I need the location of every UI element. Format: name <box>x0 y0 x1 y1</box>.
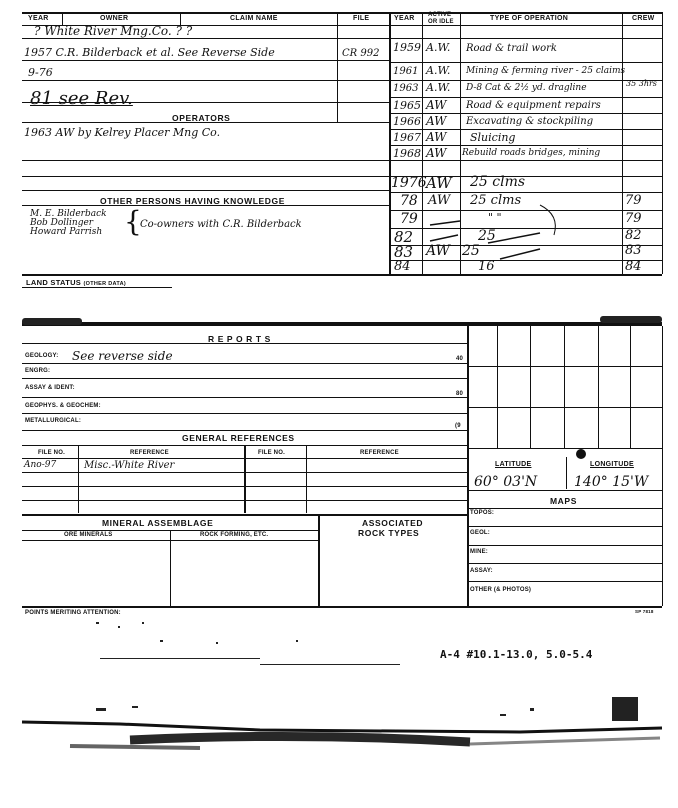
header-file: FILE <box>353 15 370 22</box>
top-border <box>22 12 662 14</box>
sep <box>306 445 307 513</box>
rule <box>22 80 389 81</box>
geology-label: GEOLOGY: <box>25 353 59 359</box>
sep <box>244 445 246 513</box>
op-type: 25 <box>478 228 496 244</box>
op-type: 25 clms <box>470 174 526 190</box>
reports-right-divider <box>467 326 469 606</box>
op-crew: 35 3hrs <box>626 79 657 88</box>
engrg-label: ENGRG: <box>25 368 51 374</box>
reports-top-border <box>22 322 662 326</box>
geology-num: 40 <box>456 356 464 362</box>
rule <box>389 160 662 161</box>
op-year: 82 <box>394 228 414 246</box>
latitude-value: 60° 03'N <box>474 474 538 490</box>
land-status-label <box>26 278 126 287</box>
rule <box>22 60 389 61</box>
metallurgical-label: METALLURGICAL: <box>25 418 82 424</box>
op-year: 1968 <box>393 147 421 160</box>
ref-header-reference-1: REFERENCE <box>130 450 169 456</box>
land-status-sub: (OTHER DATA) <box>83 281 126 287</box>
assay-num: 80 <box>456 391 464 397</box>
op-status: A.W. <box>426 64 451 77</box>
rock-types-label: ROCK TYPES <box>358 528 420 538</box>
assay-label: ASSAY & IDENT: <box>25 385 75 391</box>
sep <box>170 530 171 606</box>
reports-title: R E P O R T S <box>208 334 271 344</box>
file-entry: CR 992 <box>342 48 380 59</box>
operators-label: OPERATORS <box>172 113 231 123</box>
op-status: AW <box>426 243 450 259</box>
geol-map-label: GEOL: <box>470 530 490 536</box>
rule <box>22 413 468 414</box>
grid-line <box>467 407 662 408</box>
op-status: AW <box>426 130 447 144</box>
grid-line <box>530 326 531 448</box>
ref-reference: Misc.-White River <box>84 460 175 471</box>
rule <box>22 500 468 501</box>
right-border <box>662 12 663 274</box>
metallurgical-num: (9 <box>455 423 461 429</box>
land-status-title: LAND STATUS <box>26 278 82 287</box>
ref-file-no: Ano-97 <box>24 460 57 470</box>
op-type: Road & equipment repairs <box>466 100 601 111</box>
op-year: 83 <box>394 243 414 261</box>
op-type: " " <box>488 211 502 224</box>
latitude-label: LATITUDE <box>495 461 532 468</box>
op-crew: 82 <box>625 228 642 243</box>
ore-minerals-label: ORE MINERALS <box>64 532 113 538</box>
op-crew: 84 <box>625 259 642 274</box>
ref-header-file-1: FILE NO. <box>38 450 65 456</box>
op-type: D-8 Cat & 2½ yd. dragline <box>466 83 587 93</box>
geophys-label: GEOPHYS. & GEOCHEM: <box>25 403 101 409</box>
mineral-assemblage-label: MINERAL ASSEMBLAGE <box>102 518 214 528</box>
op-status: AW <box>428 193 451 208</box>
handwritten-strokes <box>420 185 580 265</box>
owner-entry-3: 9-76 <box>28 66 53 79</box>
points-label: POINTS MERITING ATTENTION: <box>25 610 121 616</box>
grid-line <box>467 366 662 367</box>
op-year: 1976 <box>391 175 427 191</box>
header-type-of-operation: TYPE OF OPERATION <box>490 15 569 22</box>
grid-line <box>564 326 565 448</box>
rule <box>22 540 318 541</box>
rule <box>389 38 662 39</box>
rule <box>22 176 389 177</box>
op-status: AW <box>426 98 447 112</box>
general-references-label: GENERAL REFERENCES <box>182 433 295 443</box>
bottom-border <box>22 274 662 276</box>
op-status: A.W. <box>426 41 451 54</box>
header-claim-name: CLAIM NAME <box>230 15 278 22</box>
rule <box>22 514 468 516</box>
grid-line <box>598 326 599 448</box>
assay-map-label: ASSAY: <box>470 568 493 574</box>
others-name-3: Howard Parrish <box>30 227 103 237</box>
rule <box>22 378 468 379</box>
op-type: Road & trail work <box>466 43 557 54</box>
right-border <box>662 326 663 606</box>
rule <box>467 508 662 509</box>
owner-entry-2: 1957 C.R. Bilderback et al. See Reverse Side <box>24 46 275 59</box>
others-label: OTHER PERSONS HAVING KNOWLEDGE <box>100 196 286 206</box>
op-status: A.W. <box>426 81 451 94</box>
longitude-value: 140° 15'W <box>574 474 649 490</box>
sep <box>566 457 567 489</box>
op-crew: 79 <box>625 211 642 226</box>
rule <box>467 545 662 546</box>
header-or-idle: OR IDLE <box>428 19 454 25</box>
scan-smudge <box>600 316 662 323</box>
op-type: Excavating & stockpiling <box>466 116 594 127</box>
archive-code: A-4 #10.1-13.0, 5.0-5.4 <box>440 648 593 661</box>
op-year: 79 <box>400 211 418 227</box>
maps-label: MAPS <box>550 496 577 506</box>
ref-header-reference-2: REFERENCE <box>360 450 399 456</box>
op-status: AW <box>426 114 447 128</box>
rule <box>467 581 662 582</box>
longitude-label: LONGITUDE <box>590 461 634 468</box>
rule <box>467 526 662 527</box>
grid-line <box>467 448 662 449</box>
sep <box>318 514 320 606</box>
op-year: 78 <box>400 193 418 209</box>
op-type: 25 clms <box>470 193 522 208</box>
op-year: 1959 <box>393 41 421 54</box>
ref-header-file-2: FILE NO. <box>258 450 285 456</box>
header-year: YEAR <box>28 15 49 22</box>
rule <box>22 486 468 487</box>
rule <box>22 397 468 398</box>
header-owner: OWNER <box>100 15 129 22</box>
grid-line <box>497 326 498 448</box>
op-type: Mining & ferming river - 25 claims <box>466 66 626 76</box>
associated-label: ASSOCIATED <box>362 518 424 528</box>
op-status: AW <box>426 146 447 160</box>
grid-line <box>630 326 631 448</box>
op-year: 1961 <box>393 66 419 77</box>
other-photos-label: OTHER (& PHOTOS) <box>470 587 532 593</box>
rule <box>467 490 662 491</box>
rule <box>22 38 389 39</box>
rule <box>22 472 468 473</box>
rule <box>22 160 389 161</box>
location-dot-icon <box>576 449 586 459</box>
rule <box>389 62 662 63</box>
scan-smudge <box>22 318 82 325</box>
op-type: Rebuild roads bridges, mining <box>462 148 601 158</box>
others-name-1: M. E. Bilderback <box>30 209 107 219</box>
sep <box>78 445 79 513</box>
op-crew: 83 <box>625 243 642 258</box>
op-type: 16 <box>478 259 495 274</box>
others-name-2: Bob Dollinger <box>30 218 94 228</box>
rock-forming-label: ROCK FORMING, ETC. <box>200 532 269 538</box>
op-year: 1966 <box>393 115 421 128</box>
op-year: 1967 <box>393 131 421 144</box>
geology-value: See reverse side <box>72 349 173 363</box>
op-year: 84 <box>394 259 411 274</box>
rule <box>22 363 468 364</box>
others-note: Co-owners with C.R. Bilderback <box>140 219 302 230</box>
op-year: 1965 <box>393 99 421 112</box>
header-active: ACTIVE <box>428 12 452 18</box>
rule <box>22 190 389 191</box>
op-crew: 79 <box>625 193 642 208</box>
rule <box>22 430 468 431</box>
land-status-underline <box>22 287 172 288</box>
op-type: Sluicing <box>470 131 516 144</box>
owner-entry-4: 81 see Rev. <box>30 88 133 109</box>
topos-label: TOPOS: <box>470 510 495 516</box>
op-status: AW <box>426 174 452 192</box>
mine-map-label: MINE: <box>470 549 488 555</box>
header-crew: CREW <box>632 15 655 22</box>
header-year-2: YEAR <box>394 15 415 22</box>
rule <box>467 563 662 564</box>
brace-glyph: { <box>124 205 142 238</box>
crew-col-line <box>622 12 623 274</box>
op-year: 1963 <box>393 83 419 94</box>
scan-noise <box>0 600 678 800</box>
form-number: SP 7818 <box>635 609 654 614</box>
file-col-line <box>337 12 338 122</box>
center-divider <box>389 12 391 274</box>
operators-entry: 1963 AW by Kelrey Placer Mng Co. <box>24 126 221 139</box>
owner-entry-1: ? White River Mng.Co. ? ? <box>34 24 193 38</box>
op-type: 25 <box>462 243 480 259</box>
